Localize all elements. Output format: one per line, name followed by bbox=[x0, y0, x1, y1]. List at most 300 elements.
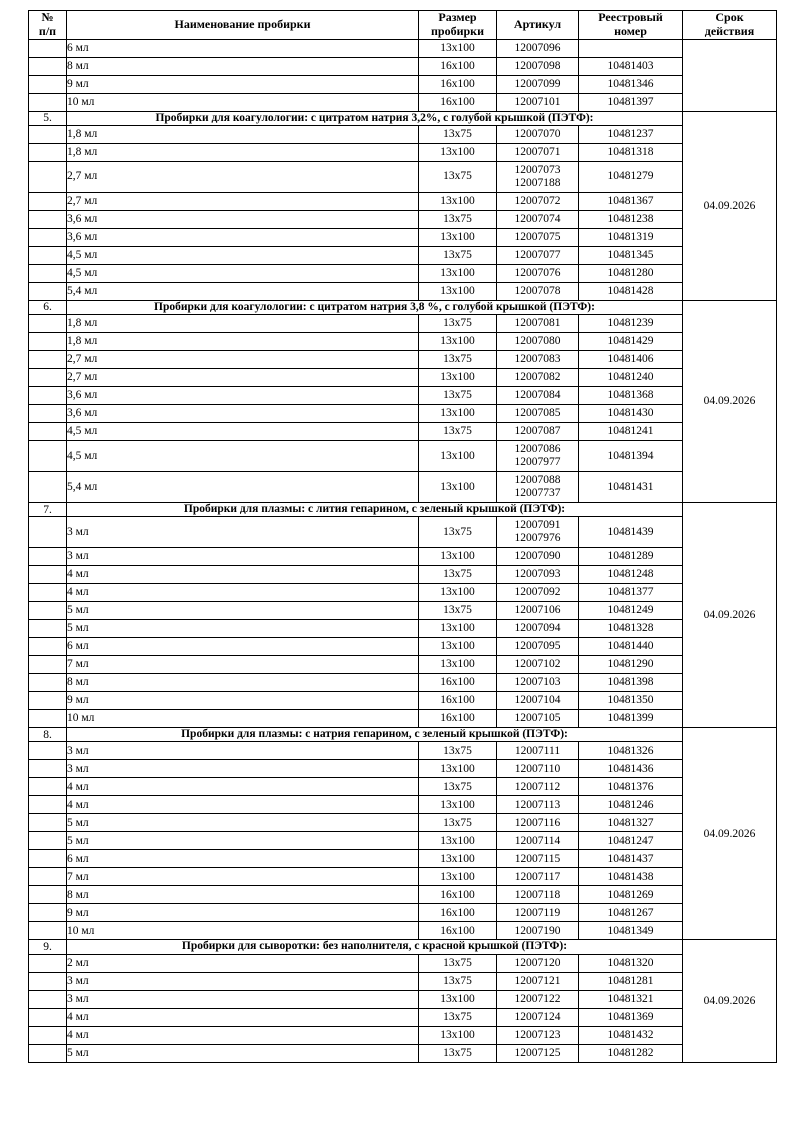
column-header-registry-line1: Реестровый bbox=[598, 10, 663, 24]
group-title-cell: Пробирки для плазмы: с натрия гепарином, с зеленый крышкой (ПЭТФ): bbox=[67, 728, 683, 742]
tube-registry-cell: 10481289 bbox=[579, 548, 683, 566]
tube-size-cell: 16x100 bbox=[419, 692, 497, 710]
tube-size-cell: 13x100 bbox=[419, 143, 497, 161]
tube-name-cell: 2 мл bbox=[67, 954, 419, 972]
tube-size-cell: 13x75 bbox=[419, 1044, 497, 1062]
table-row bbox=[29, 387, 777, 405]
tube-size-cell: 13x75 bbox=[419, 517, 497, 548]
tube-name-cell: 4,5 мл bbox=[67, 423, 419, 441]
table-row bbox=[29, 143, 777, 161]
tube-registry-cell: 10481290 bbox=[579, 656, 683, 674]
row-number-cell bbox=[29, 333, 67, 351]
row-number-cell bbox=[29, 548, 67, 566]
tube-name-cell: 1,8 мл bbox=[67, 125, 419, 143]
table-row bbox=[29, 832, 777, 850]
tube-registry-cell: 10481397 bbox=[579, 93, 683, 111]
tube-article-cell: 12007120 bbox=[497, 954, 579, 972]
column-header-name: Наименование пробирки bbox=[67, 11, 419, 40]
tube-name-cell: 5 мл bbox=[67, 602, 419, 620]
tube-name-cell: 2,7 мл bbox=[67, 369, 419, 387]
table-row bbox=[29, 868, 777, 886]
tube-article-cell: 12007190 bbox=[497, 922, 579, 940]
tube-size-cell: 13x100 bbox=[419, 638, 497, 656]
tube-name-cell: 3,6 мл bbox=[67, 228, 419, 246]
column-header-size-line2: пробирки bbox=[430, 23, 484, 38]
tube-size-cell: 13x100 bbox=[419, 1026, 497, 1044]
tube-article-cell: 12007087 bbox=[497, 423, 579, 441]
row-number-cell bbox=[29, 387, 67, 405]
tube-size-cell: 13x75 bbox=[419, 814, 497, 832]
tube-size-cell: 16x100 bbox=[419, 710, 497, 728]
tube-article-cell: 12007078 bbox=[497, 282, 579, 300]
row-number-cell bbox=[29, 602, 67, 620]
tube-name-cell: 3 мл bbox=[67, 742, 419, 760]
tube-registry-cell: 10481282 bbox=[579, 1044, 683, 1062]
validity-term-cell: 04.09.2026 bbox=[683, 111, 777, 300]
tube-article-cell: 12007106 bbox=[497, 602, 579, 620]
tube-size-cell: 16x100 bbox=[419, 886, 497, 904]
tube-size-cell: 13x75 bbox=[419, 125, 497, 143]
tube-name-cell: 7 мл bbox=[67, 868, 419, 886]
group-header-row bbox=[29, 503, 777, 517]
column-header-registry bbox=[579, 11, 683, 40]
tube-size-cell: 13x100 bbox=[419, 620, 497, 638]
row-number-cell bbox=[29, 517, 67, 548]
table-row bbox=[29, 315, 777, 333]
tube-name-cell: 6 мл bbox=[67, 39, 419, 57]
tube-article-cell: 12007088 12007737 bbox=[497, 472, 579, 503]
tube-article-cell: 12007080 bbox=[497, 333, 579, 351]
row-number-cell bbox=[29, 472, 67, 503]
tube-name-cell: 6 мл bbox=[67, 850, 419, 868]
table-row bbox=[29, 710, 777, 728]
tube-name-cell: 7 мл bbox=[67, 656, 419, 674]
tube-article-cell: 12007102 bbox=[497, 656, 579, 674]
tube-size-cell: 13x100 bbox=[419, 760, 497, 778]
tube-name-cell: 10 мл bbox=[67, 93, 419, 111]
validity-term-cell: 04.09.2026 bbox=[683, 503, 777, 728]
row-number-cell bbox=[29, 922, 67, 940]
tube-name-cell: 10 мл bbox=[67, 922, 419, 940]
row-number-cell bbox=[29, 143, 67, 161]
group-number-cell: 5. bbox=[29, 111, 67, 125]
tube-registry-cell: 10481328 bbox=[579, 620, 683, 638]
table-row bbox=[29, 674, 777, 692]
tube-name-cell: 3 мл bbox=[67, 990, 419, 1008]
tube-name-cell: 4,5 мл bbox=[67, 441, 419, 472]
table-row bbox=[29, 584, 777, 602]
row-number-cell bbox=[29, 584, 67, 602]
tube-article-cell: 12007101 bbox=[497, 93, 579, 111]
tube-registry-cell: 10481350 bbox=[579, 692, 683, 710]
tube-name-cell: 4 мл bbox=[67, 778, 419, 796]
group-header-row bbox=[29, 940, 777, 954]
tube-size-cell: 13x75 bbox=[419, 423, 497, 441]
table-row bbox=[29, 778, 777, 796]
tube-article-cell: 12007124 bbox=[497, 1008, 579, 1026]
row-number-cell bbox=[29, 972, 67, 990]
table-row bbox=[29, 692, 777, 710]
tube-registry-cell: 10481269 bbox=[579, 886, 683, 904]
group-number-cell: 7. bbox=[29, 503, 67, 517]
tube-registry-cell: 10481320 bbox=[579, 954, 683, 972]
tube-registry-cell: 10481238 bbox=[579, 210, 683, 228]
row-number-cell bbox=[29, 93, 67, 111]
tube-name-cell: 4 мл bbox=[67, 566, 419, 584]
table-row bbox=[29, 990, 777, 1008]
tube-article-cell: 12007099 bbox=[497, 75, 579, 93]
table-row bbox=[29, 282, 777, 300]
table-row bbox=[29, 796, 777, 814]
tube-article-cell: 12007070 bbox=[497, 125, 579, 143]
tube-name-cell: 4 мл bbox=[67, 1026, 419, 1044]
tube-size-cell: 16x100 bbox=[419, 904, 497, 922]
table-row bbox=[29, 405, 777, 423]
tube-registry-cell: 10481241 bbox=[579, 423, 683, 441]
row-number-cell bbox=[29, 566, 67, 584]
tube-article-cell: 12007115 bbox=[497, 850, 579, 868]
tube-name-cell: 6 мл bbox=[67, 638, 419, 656]
table-row bbox=[29, 922, 777, 940]
tube-registry-cell: 10481249 bbox=[579, 602, 683, 620]
table-row bbox=[29, 1044, 777, 1062]
tube-registry-cell: 10481440 bbox=[579, 638, 683, 656]
tube-size-cell: 13x75 bbox=[419, 566, 497, 584]
tube-size-cell: 16x100 bbox=[419, 674, 497, 692]
group-title-cell: Пробирки для коагулологии: с цитратом натрия 3,2%, с голубой крышкой (ПЭТФ): bbox=[67, 111, 683, 125]
row-number-cell bbox=[29, 282, 67, 300]
table-row bbox=[29, 210, 777, 228]
tube-article-cell: 12007122 bbox=[497, 990, 579, 1008]
row-number-cell bbox=[29, 990, 67, 1008]
tube-article-cell: 12007121 bbox=[497, 972, 579, 990]
validity-term-cell: 04.09.2026 bbox=[683, 728, 777, 940]
tube-size-cell: 13x100 bbox=[419, 796, 497, 814]
tube-article-cell: 12007125 bbox=[497, 1044, 579, 1062]
tube-registry-cell: 10481319 bbox=[579, 228, 683, 246]
table-body bbox=[29, 39, 777, 1062]
tube-size-cell: 13x75 bbox=[419, 742, 497, 760]
row-number-cell bbox=[29, 904, 67, 922]
tube-article-cell: 12007084 bbox=[497, 387, 579, 405]
row-number-cell bbox=[29, 369, 67, 387]
tube-article-cell: 12007077 bbox=[497, 246, 579, 264]
tube-article-cell: 12007123 bbox=[497, 1026, 579, 1044]
tube-registry-cell: 10481327 bbox=[579, 814, 683, 832]
tube-size-cell: 16x100 bbox=[419, 57, 497, 75]
tube-article-cell: 12007072 bbox=[497, 192, 579, 210]
validity-term-cell bbox=[683, 39, 777, 111]
tube-article-cell: 12007074 bbox=[497, 210, 579, 228]
tube-registry-cell: 10481318 bbox=[579, 143, 683, 161]
tube-name-cell: 3,6 мл bbox=[67, 210, 419, 228]
tube-article-cell: 12007094 bbox=[497, 620, 579, 638]
table-row bbox=[29, 850, 777, 868]
tube-size-cell: 13x75 bbox=[419, 315, 497, 333]
tube-article-cell: 12007104 bbox=[497, 692, 579, 710]
tube-article-cell: 12007118 bbox=[497, 886, 579, 904]
table-row bbox=[29, 1026, 777, 1044]
tube-registry-cell: 10481281 bbox=[579, 972, 683, 990]
tube-article-cell: 12007082 bbox=[497, 369, 579, 387]
tube-name-cell: 2,7 мл bbox=[67, 351, 419, 369]
column-header-article: Артикул bbox=[497, 11, 579, 40]
group-number-cell: 8. bbox=[29, 728, 67, 742]
tube-size-cell: 13x75 bbox=[419, 602, 497, 620]
tube-article-cell: 12007096 bbox=[497, 39, 579, 57]
tube-size-cell: 13x75 bbox=[419, 246, 497, 264]
tube-name-cell: 1,8 мл bbox=[67, 143, 419, 161]
table-row bbox=[29, 548, 777, 566]
table-row bbox=[29, 620, 777, 638]
tube-name-cell: 4,5 мл bbox=[67, 246, 419, 264]
tube-registry-cell: 10481321 bbox=[579, 990, 683, 1008]
column-header-size-line1: Размер bbox=[438, 10, 477, 24]
tube-registry-cell: 10481436 bbox=[579, 760, 683, 778]
row-number-cell bbox=[29, 674, 67, 692]
tube-registry-cell: 10481345 bbox=[579, 246, 683, 264]
tube-registry-cell: 10481399 bbox=[579, 710, 683, 728]
tube-size-cell: 13x75 bbox=[419, 954, 497, 972]
tube-size-cell: 13x100 bbox=[419, 282, 497, 300]
table-row bbox=[29, 246, 777, 264]
row-number-cell bbox=[29, 161, 67, 192]
tube-name-cell: 4 мл bbox=[67, 584, 419, 602]
table-row bbox=[29, 760, 777, 778]
tube-size-cell: 13x100 bbox=[419, 441, 497, 472]
tube-registry-cell: 10481239 bbox=[579, 315, 683, 333]
tube-name-cell: 1,8 мл bbox=[67, 333, 419, 351]
row-number-cell bbox=[29, 75, 67, 93]
table-row bbox=[29, 814, 777, 832]
row-number-cell bbox=[29, 692, 67, 710]
tube-registry-cell: 10481349 bbox=[579, 922, 683, 940]
tube-name-cell: 5 мл bbox=[67, 620, 419, 638]
tube-size-cell: 13x75 bbox=[419, 972, 497, 990]
table-row bbox=[29, 656, 777, 674]
tube-name-cell: 1,8 мл bbox=[67, 315, 419, 333]
tube-article-cell: 12007081 bbox=[497, 315, 579, 333]
column-header-registry-line2: номер bbox=[614, 23, 647, 38]
tube-registry-cell: 10481406 bbox=[579, 351, 683, 369]
column-header-size bbox=[419, 11, 497, 40]
tube-article-cell: 12007076 bbox=[497, 264, 579, 282]
tube-size-cell: 13x100 bbox=[419, 548, 497, 566]
row-number-cell bbox=[29, 1026, 67, 1044]
group-number-cell: 6. bbox=[29, 300, 67, 314]
row-number-cell bbox=[29, 832, 67, 850]
tube-name-cell: 8 мл bbox=[67, 886, 419, 904]
tube-article-cell: 12007093 bbox=[497, 566, 579, 584]
tube-article-cell: 12007119 bbox=[497, 904, 579, 922]
row-number-cell bbox=[29, 850, 67, 868]
table-row bbox=[29, 954, 777, 972]
tube-article-cell: 12007083 bbox=[497, 351, 579, 369]
tube-size-cell: 13x100 bbox=[419, 333, 497, 351]
row-number-cell bbox=[29, 192, 67, 210]
tube-size-cell: 13x75 bbox=[419, 1008, 497, 1026]
table-row bbox=[29, 351, 777, 369]
tube-registry-cell: 10481429 bbox=[579, 333, 683, 351]
tube-name-cell: 3 мл bbox=[67, 972, 419, 990]
group-header-row bbox=[29, 111, 777, 125]
tube-registry-cell: 10481237 bbox=[579, 125, 683, 143]
row-number-cell bbox=[29, 710, 67, 728]
tube-article-cell: 12007086 12007977 bbox=[497, 441, 579, 472]
tube-article-cell: 12007114 bbox=[497, 832, 579, 850]
tube-registry-cell: 10481369 bbox=[579, 1008, 683, 1026]
tube-size-cell: 13x100 bbox=[419, 264, 497, 282]
tube-size-cell: 13x100 bbox=[419, 405, 497, 423]
tube-name-cell: 9 мл bbox=[67, 75, 419, 93]
tube-article-cell: 12007075 bbox=[497, 228, 579, 246]
tube-registry-cell: 10481377 bbox=[579, 584, 683, 602]
tube-registry-cell: 10481430 bbox=[579, 405, 683, 423]
group-title-cell: Пробирки для сыворотки: без наполнителя, с красной крышкой (ПЭТФ): bbox=[67, 940, 683, 954]
table-row bbox=[29, 161, 777, 192]
tube-size-cell: 13x75 bbox=[419, 161, 497, 192]
tube-name-cell: 5 мл bbox=[67, 1044, 419, 1062]
tube-article-cell: 12007117 bbox=[497, 868, 579, 886]
table-row bbox=[29, 39, 777, 57]
row-number-cell bbox=[29, 39, 67, 57]
column-header-number-line1: № bbox=[41, 10, 54, 24]
tube-size-cell: 13x75 bbox=[419, 387, 497, 405]
tube-article-cell: 12007092 bbox=[497, 584, 579, 602]
row-number-cell bbox=[29, 886, 67, 904]
row-number-cell bbox=[29, 814, 67, 832]
tube-registry-cell: 10481246 bbox=[579, 796, 683, 814]
tube-size-cell: 16x100 bbox=[419, 75, 497, 93]
tube-registry-cell: 10481438 bbox=[579, 868, 683, 886]
row-number-cell bbox=[29, 620, 67, 638]
tube-size-cell: 13x100 bbox=[419, 656, 497, 674]
table-row bbox=[29, 93, 777, 111]
row-number-cell bbox=[29, 778, 67, 796]
tube-registry-cell: 10481398 bbox=[579, 674, 683, 692]
row-number-cell bbox=[29, 760, 67, 778]
tube-registry-cell: 10481403 bbox=[579, 57, 683, 75]
tube-name-cell: 5,4 мл bbox=[67, 282, 419, 300]
validity-term-cell: 04.09.2026 bbox=[683, 940, 777, 1062]
table-row bbox=[29, 472, 777, 503]
tube-registry-cell: 10481428 bbox=[579, 282, 683, 300]
row-number-cell bbox=[29, 351, 67, 369]
tube-article-cell: 12007091 12007976 bbox=[497, 517, 579, 548]
tube-name-cell: 3 мл bbox=[67, 760, 419, 778]
tube-size-cell: 13x100 bbox=[419, 192, 497, 210]
tube-size-cell: 13x100 bbox=[419, 472, 497, 503]
tube-article-cell: 12007071 bbox=[497, 143, 579, 161]
row-number-cell bbox=[29, 656, 67, 674]
tube-name-cell: 3 мл bbox=[67, 517, 419, 548]
tube-name-cell: 2,7 мл bbox=[67, 192, 419, 210]
tube-size-cell: 13x100 bbox=[419, 868, 497, 886]
tube-name-cell: 3 мл bbox=[67, 548, 419, 566]
table-row bbox=[29, 517, 777, 548]
table-row bbox=[29, 886, 777, 904]
tube-name-cell: 5 мл bbox=[67, 832, 419, 850]
group-title-cell: Пробирки для коагулологии: с цитратом натрия 3,8 %, с голубой крышкой (ПЭТФ): bbox=[67, 300, 683, 314]
tube-name-cell: 10 мл bbox=[67, 710, 419, 728]
row-number-cell bbox=[29, 638, 67, 656]
row-number-cell bbox=[29, 441, 67, 472]
row-number-cell bbox=[29, 796, 67, 814]
row-number-cell bbox=[29, 423, 67, 441]
table-row bbox=[29, 192, 777, 210]
tube-article-cell: 12007110 bbox=[497, 760, 579, 778]
tube-name-cell: 4 мл bbox=[67, 796, 419, 814]
table-row bbox=[29, 638, 777, 656]
table-row bbox=[29, 441, 777, 472]
group-header-row bbox=[29, 728, 777, 742]
row-number-cell bbox=[29, 228, 67, 246]
table-row bbox=[29, 972, 777, 990]
tube-size-cell: 16x100 bbox=[419, 922, 497, 940]
tube-article-cell: 12007085 bbox=[497, 405, 579, 423]
row-number-cell bbox=[29, 315, 67, 333]
tube-size-cell: 16x100 bbox=[419, 93, 497, 111]
table-row bbox=[29, 57, 777, 75]
table-row bbox=[29, 75, 777, 93]
table-row bbox=[29, 566, 777, 584]
group-number-cell: 9. bbox=[29, 940, 67, 954]
row-number-cell bbox=[29, 264, 67, 282]
validity-term-cell: 04.09.2026 bbox=[683, 300, 777, 502]
table-header-row bbox=[29, 11, 777, 40]
tube-article-cell: 12007090 bbox=[497, 548, 579, 566]
tube-article-cell: 12007105 bbox=[497, 710, 579, 728]
tube-size-cell: 13x100 bbox=[419, 832, 497, 850]
tube-size-cell: 13x100 bbox=[419, 850, 497, 868]
tube-catalog-table bbox=[28, 10, 777, 1063]
table-row bbox=[29, 602, 777, 620]
table-row bbox=[29, 423, 777, 441]
row-number-cell bbox=[29, 57, 67, 75]
column-header-term-line2: действия bbox=[704, 23, 755, 38]
row-number-cell bbox=[29, 210, 67, 228]
tube-registry-cell bbox=[579, 39, 683, 57]
column-header-term-line1: Срок bbox=[715, 10, 744, 24]
tube-article-cell: 12007073 12007188 bbox=[497, 161, 579, 192]
tube-registry-cell: 10481439 bbox=[579, 517, 683, 548]
tube-size-cell: 13x75 bbox=[419, 778, 497, 796]
row-number-cell bbox=[29, 246, 67, 264]
table-row bbox=[29, 125, 777, 143]
tube-registry-cell: 10481247 bbox=[579, 832, 683, 850]
row-number-cell bbox=[29, 125, 67, 143]
group-title-cell: Пробирки для плазмы: с лития гепарином, с зеленый крышкой (ПЭТФ): bbox=[67, 503, 683, 517]
column-header-number bbox=[29, 11, 67, 40]
table-row bbox=[29, 228, 777, 246]
table-row bbox=[29, 742, 777, 760]
tube-registry-cell: 10481431 bbox=[579, 472, 683, 503]
tube-registry-cell: 10481376 bbox=[579, 778, 683, 796]
row-number-cell bbox=[29, 868, 67, 886]
row-number-cell bbox=[29, 1044, 67, 1062]
tube-size-cell: 13x75 bbox=[419, 210, 497, 228]
tube-name-cell: 3,6 мл bbox=[67, 405, 419, 423]
tube-size-cell: 13x100 bbox=[419, 369, 497, 387]
tube-article-cell: 12007098 bbox=[497, 57, 579, 75]
table-row bbox=[29, 333, 777, 351]
tube-registry-cell: 10481240 bbox=[579, 369, 683, 387]
tube-registry-cell: 10481326 bbox=[579, 742, 683, 760]
tube-registry-cell: 10481248 bbox=[579, 566, 683, 584]
tube-registry-cell: 10481432 bbox=[579, 1026, 683, 1044]
tube-name-cell: 5 мл bbox=[67, 814, 419, 832]
table-row bbox=[29, 264, 777, 282]
